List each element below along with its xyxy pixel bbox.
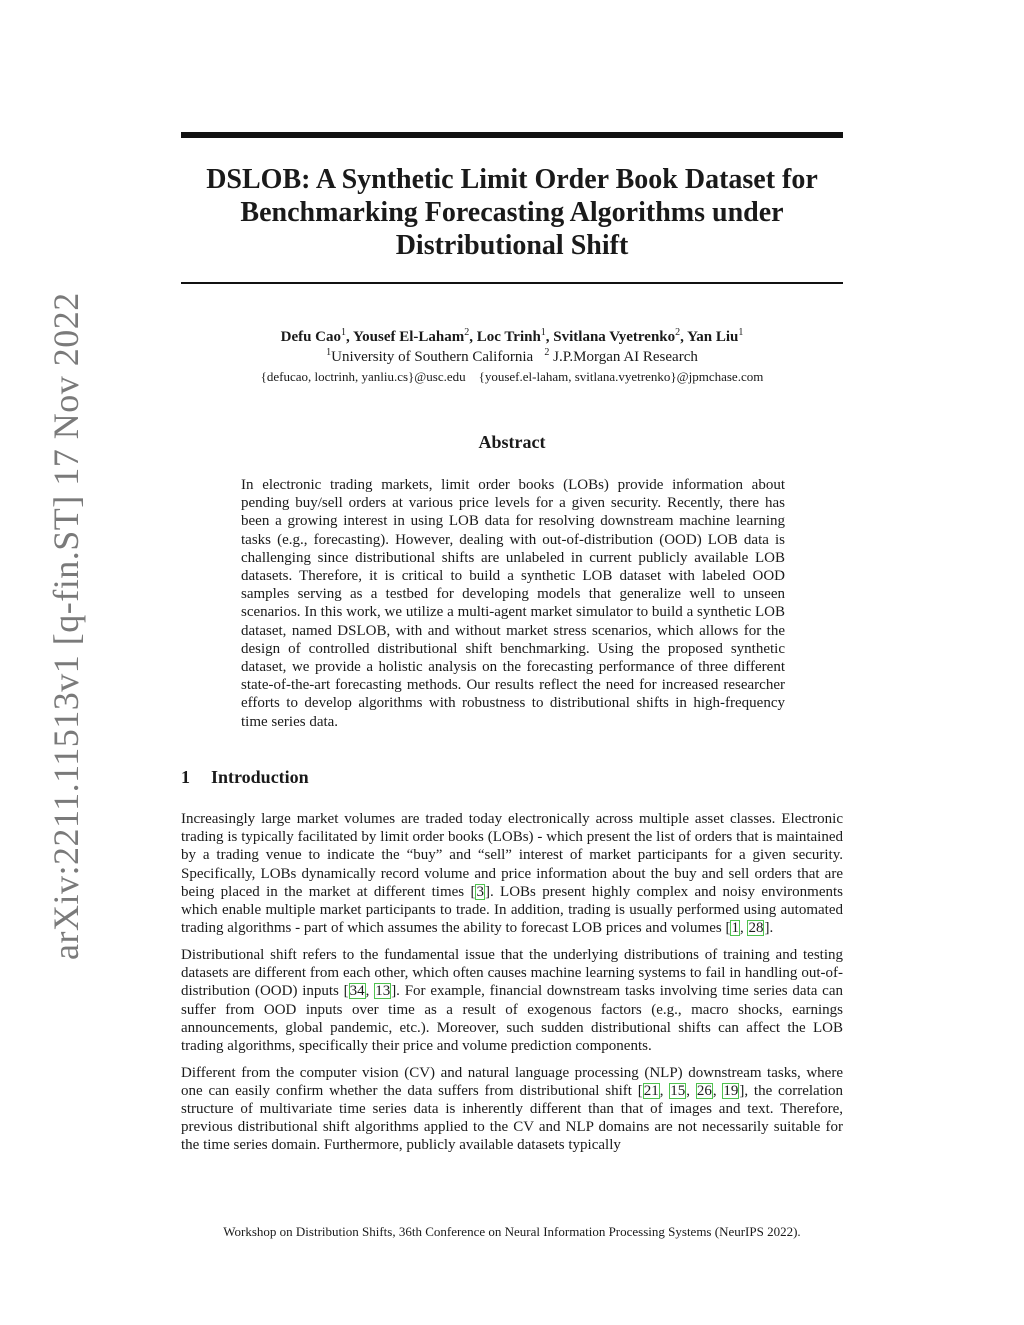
affil-mark: 1 — [540, 327, 546, 338]
author-block — [181, 327, 843, 387]
arxiv-sidebar — [22, 292, 86, 960]
affiliation-jpmorgan: J.P.Morgan AI Research — [553, 349, 698, 365]
citation-link[interactable]: 21 — [643, 1082, 659, 1099]
affil-mark: 2 — [544, 347, 550, 358]
abstract-heading: Abstract — [478, 432, 546, 452]
affiliation-usc: University of Southern California — [331, 349, 534, 365]
author-names: Defu Cao$^1$, Yousef El-Laham$^2$, Loc Trinh$^1$, Svitlana Vyetrenko$^2$, Yan Liu$^1$ — [280, 327, 744, 345]
author-name: Loc Trinh — [476, 329, 541, 345]
section-number: 1 — [181, 767, 190, 787]
citation-link[interactable]: 13 — [375, 983, 391, 1000]
author-name: Yan Liu — [687, 329, 739, 345]
citation-link[interactable]: 19 — [723, 1082, 739, 1099]
author-emails — [181, 367, 843, 387]
introduction-body — [181, 810, 843, 1163]
paper-title — [181, 163, 843, 262]
section-title: Introduction — [211, 767, 309, 787]
paragraph: Increasingly large market volumes are traded today electronically across multiple asset classes. Electronic trading is typically facilitated by limit order books (LOBs) - which present the list of orders that is maintained by a trading venue to indicate the “buy” and “sell” interest of market participants for a given security. Specifically, LOBs dynamically record volume and price information about the buy and sell orders that are being placed in the market at different times [3]. LOBs present highly complex and noisy environments which enable multiple market participants to trade. In addition, trading is usually performed using automated trading algorithms - part of which assumes the ability to forecast LOB prices and volumes [1, 28]. — [181, 811, 843, 937]
citation-link[interactable]: 15 — [670, 1082, 686, 1099]
section-heading — [181, 767, 843, 788]
title-line-2: Benchmarking Forecasting Algorithms under — [240, 197, 784, 228]
affil-mark: 2 — [675, 327, 681, 338]
author-name: Defu Cao — [280, 329, 342, 345]
author-name: Svitlana Vyetrenko — [553, 329, 676, 345]
affil-mark: 1 — [341, 327, 347, 338]
citation-link[interactable]: 1 — [731, 920, 739, 937]
affil-mark: 2 — [464, 327, 470, 338]
abstract-text: In electronic trading markets, limit order books (LOBs) provide information about pending buy/sell orders at various price levels for a given security. Recently, there has been a growing interest in using LOB data for resolving downstream machine learning tasks (e.g., forecasting). However, dealing with out-of-distribution (OOD) LOB data is challenging since distributional shifts are unlabeled in current publicly available LOB datasets. Therefore, it is critical to build a synthetic LOB dataset with labeled OOD samples serving as a testbed for developing models that generalize well to unseen scenarios. In this work, we utilize a multi-agent market simulator to build a synthetic LOB dataset, named DSLOB, with and without market stress scenarios, which allows for the design of controlled distributional shift benchmarking. Using the proposed synthetic dataset, we provide a holistic analysis on the forecasting performance of three different state-of-the-art forecasting methods. Our results reflect the need for increased researcher efforts to develop algorithms with robustness to distributional shifts in high-frequency time series data. — [241, 477, 785, 730]
affil-mark: 1 — [326, 347, 332, 358]
affil-mark: 1 — [738, 327, 744, 338]
paragraph: Distributional shift refers to the fundamental issue that the underlying distributions of training and testing datasets are different from each other, which often causes machine learning systems to fail in handling out-of-distribution (OOD) inputs [34, 13]. For example, financial downstream tasks involving time series data can suffer from OOD inputs over time as a result of exogenous factors (e.g., macro shocks, earnings announcements, global pandemic, etc.). Moreover, such sudden distributional shifts can affect the LOB trading algorithms, specifically their price and volume prediction components. — [181, 946, 843, 1054]
affiliations — [181, 347, 843, 367]
citation-link[interactable]: 26 — [696, 1082, 712, 1099]
citation-link[interactable]: 34 — [349, 983, 365, 1000]
email-usc: {defucao, loctrinh, yanliu.cs}@usc.edu — [260, 369, 466, 384]
title-rule-bottom — [181, 282, 843, 284]
citation-link[interactable]: 3 — [476, 883, 484, 900]
citation-link[interactable]: 28 — [748, 920, 764, 937]
title-rule-top — [181, 132, 843, 138]
arxiv-identifier: arXiv:2211.11513v1 [q-fin.ST] 17 Nov 2022 — [46, 292, 86, 960]
paragraph: Different from the computer vision (CV) and natural language processing (NLP) downstream tasks, where one can easily confirm whether the data suffers from distributional shift [21, 15, 26, 19], the correlation structure of multivariate time series data is inherently different than that of images and text. Therefore, previous distributional shift algorithms applied to the CV and NLP domains are not necessarily suitable for the time series domain. Furthermore, publicly available datasets typically — [181, 1064, 844, 1154]
page-footer: Workshop on Distribution Shifts, 36th Conference on Neural Information Processing Systems (NeurIPS 2022). — [223, 1224, 801, 1239]
email-jpmorgan: {yousef.el-laham, svitlana.vyetrenko}@jpmchase.com — [478, 369, 764, 384]
title-line-3: Distributional Shift — [395, 230, 629, 261]
title-line-1: DSLOB: A Synthetic Limit Order Book Dataset for — [206, 164, 818, 195]
author-name: Yousef El-Laham — [352, 329, 465, 345]
